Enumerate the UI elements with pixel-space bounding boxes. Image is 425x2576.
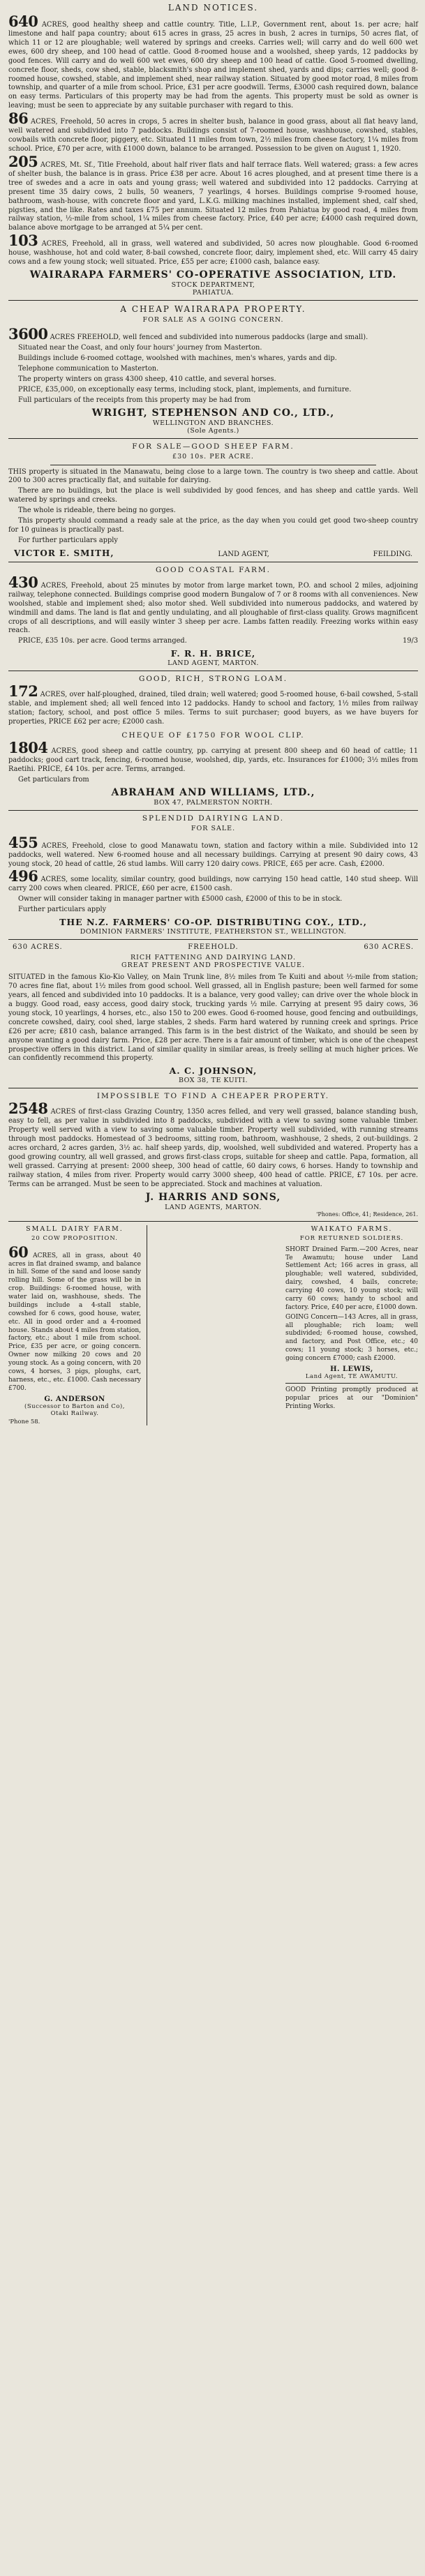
ad-text: ACRES, Mt. Sf., Title Freehold, about half river flats and half terrace flats. Well watered; grass: a few acres of shelter bush, the balance is in grass. Price £38 per acre. About 16 acres ploughed, and at present time there is a tree of swedes and a acre in oats and young grass; well watered and subdivided into 12 paddocks. Carrying at present time 35 dairy cows, 2 bulls, 50 weaners, 7 yearlings, 4 horses. Buildings comprise 9-roomed house, bathroom, wash-house, with concrete floor and yard, L.K.G. milking machines installed, implement shed, calf shed, pigsties, and the like. Rates and taxes £75 per annum. Situated 12 miles from Pahiatua by good road, 4 miles from railway station, ½-mile from school, 1¼ miles from cheese factory. Price, £40 per acre; £4000 cash required down, balance above mortgage to be arranged at 5¼ per cent.: [8, 160, 418, 232]
agent-phones: 'Phones: Office, 41; Residence, 261.: [316, 1211, 418, 1218]
agent-role: LAND AGENT,: [218, 550, 269, 558]
ad-630-acres: [8, 973, 418, 1063]
ad-paragraph: Full particulars of the receipts from this property may be had from: [18, 396, 251, 404]
agent-location: BOX 38, TE KUITI.: [178, 1077, 248, 1085]
victor-smith-signature: [14, 548, 412, 558]
ad-text: ACRES of first-class Grazing Country, 1350 acres felled, and very well grassed, balance standing bush, easy to fell, as per value in subdivided into 8 paddocks, subdivided with a view to saving some valuable timber. Property well served with a view to saving some valuable timber. Property well subdivided, with running streams through most paddocks. Homestead of 3 bedrooms, sitting room, bathroom, washhouse, 2 sheds, 2 out-buildings. 2 acres orchard, 2 acres garden, 3½ ac. half sheep yards, dip, woolshed, well subdivided and watered. Property has a good growing country, all well grassed, and grows first-class crops, suitable for sheep and cattle. Papa, formation, all well grassed. Carrying at present: 2000 sheep, 300 head of cattle, 60 dairy cows, 6 horses. Handy to township and railway station, 4 miles from river. Property would carry 3000 sheep, 400 head of cattle. PRICE, £7 10s. per acre. Terms can be arranged. Must be seen to be appreciated. Stock and machines at valuation.: [8, 1108, 418, 1188]
ad-455-acres: [8, 833, 418, 915]
ad-ref: 19/3: [403, 637, 418, 645]
sheep-farm-subtitle: £30 10s. PER ACRE.: [172, 452, 254, 460]
lewis-name: H. LEWIS,: [330, 1365, 373, 1373]
divider: [8, 300, 418, 301]
abraham-williams-name: ABRAHAM AND WILLIAMS, LTD.,: [111, 786, 315, 798]
wairarapa-coop-dept: STOCK DEPARTMENT,: [171, 281, 255, 290]
ad-sheep-farm: [8, 468, 418, 546]
acreage-number: 3600: [8, 325, 48, 343]
rich-loam-title: GOOD, RICH, STRONG LOAM.: [138, 675, 288, 684]
ad-paragraph: Owner will consider taking in manager partner with £5000 cash, £2000 of this to be in stock.: [18, 895, 343, 904]
ad-paragraph: There are no buildings, but the place is well subdivided by good fences, and has sheep and cattle yards. Well watered by springs and creeks.: [8, 487, 418, 504]
ad-103-acres: [8, 234, 418, 267]
splendid-dairy-subtitle: FOR SALE.: [191, 824, 236, 832]
acreage-number: 455: [8, 833, 38, 851]
agent-phone: 'Phone 58.: [8, 1418, 40, 1425]
agent-town: FEILDING.: [373, 550, 412, 558]
ad-86-acres: [8, 112, 418, 154]
nz-farmers-coop-name: THE N.Z. FARMERS' CO-OP. DISTRIBUTING COY., LTD.,: [59, 917, 367, 928]
acreage-number: 640: [8, 13, 38, 30]
divider: [8, 1221, 418, 1222]
right-column: [285, 1225, 418, 1425]
page-title: LAND NOTICES.: [167, 3, 259, 13]
agent-successor: (Successor to Barton and Co),: [24, 1402, 125, 1410]
agent-town: Otaki Railway.: [50, 1409, 99, 1417]
wairarapa-coop-name: WAIRARAPA FARMERS' CO-OPERATIVE ASSOCIATION, LTD.: [29, 269, 397, 281]
ad-640-acres: [8, 15, 418, 111]
agent-name: VICTOR E. SMITH,: [14, 548, 114, 558]
divider: [8, 939, 418, 940]
ad-price: PRICE, £35 10s. per acre. Good terms arranged.: [18, 637, 187, 645]
ad-text: ACRES, some locality, similar country, good buildings, now carrying 150 head cattle, 140 stud sheep. Will carry 200 cows when cleared. PRICE, £60 per acre, £1500 cash.: [8, 876, 418, 893]
ad-2548-acres: [8, 1102, 418, 1189]
ad-60-acres: [8, 1243, 141, 1393]
ad-paragraph: GOING Concern—143 Acres, all in grass, all ploughable; rich loam; well subdivided; 6-roomed house, cowshed, and factory, and Post Office, etc.; 40 cows; 11 young stock; 3 horses, etc.; going concern £7000; cash £2000.: [285, 1313, 418, 1363]
printing-notice: GOOD Printing promptly produced at popular prices at our "Dominion" Printing Works.: [285, 1386, 418, 1410]
acreage-number: 1804: [8, 739, 48, 757]
ad-paragraph: The whole is rideable, there being no gorges.: [18, 507, 176, 515]
ad-text: ACRES, Freehold, about 25 minutes by motor from large market town, P.O. and school 2 miles, adjoining railway, telephone connected. Buildings comprise good modern Bungalow of 7 or 8 rooms with all conveniences. New woolshed, stable and implement shed; also motor shed. Well subdivided into numerous paddocks, and watered by windmill and dams. The land is flat and gently undulating, and all ploughable of first-class quality. Grows magnificent crops of all descriptions, and will easily winter 3 sheep per acre. Lambs fatten readily. Freezing works within easy reach.: [8, 581, 418, 635]
ad-paragraph: SHORT Drained Farm.—200 Acres, near Te Awamutu; house under Land Settlement Act; 166 acres in grass, all ploughable; well watered, subdivided, dairy, cowshed, 4 bails, concrete; carrying 40 cows, 10 young stock; will carry 60 cows; handy to school and factory. Price, £40 per acre, £1000 down.: [285, 1245, 418, 1311]
agent-location: Land Agent, TE AWAMUTU.: [305, 1372, 398, 1380]
small-dairy-title: SMALL DAIRY FARM.: [26, 1225, 124, 1233]
wright-stephenson-name: WRIGHT, STEPHENSON AND CO., LTD.,: [91, 407, 335, 419]
agent-location: LAND AGENTS, MARTON.: [165, 1203, 262, 1211]
ad-waikato: [285, 1246, 418, 1363]
ad-text: ACRES, all in grass, about 40 acres in flat drained swamp, and balance in hill. Some of the sand and loose sandy rolling hill. Some of the grass will be in crop. Buildings: 6-roomed house, with water laid on, washhouse, sheds. The buildings include a 4-stall stable, cowshed for 6 cows, good house, water, etc. All in good order and a 4-roomed house. Stands about 4 miles from station, factory, etc.; about 1 mile from school. Price, £35 per acre, or going concern. Owner now milking 20 cows and 20 young stock. As a going concern, with 20 cows, 4 horses, 3 pigs, ploughs, cart, harness, etc., etc. £1000. Cash necessary £700.: [8, 1252, 141, 1392]
ad-text: ACRES, over half-ploughed, drained, tiled drain; well watered; good 5-roomed house, 6-bail cowshed, 5-stall stable, and implement shed; all well fenced into 12 paddocks. Handy to school and factory, 1½ miles from railway station; factory, school, and post office 5 miles. Terms to suit purchaser; good buyers, as we have buyers for properties, PRICE £62 per acre; £2000 cash.: [8, 691, 418, 726]
ad-paragraph: Telephone communication to Masterton.: [18, 364, 159, 373]
acreage-number: 496: [8, 867, 38, 885]
cheque-title: CHEQUE OF £1750 FOR WOOL CLIP.: [121, 731, 305, 740]
header-left: 630 ACRES.: [13, 943, 63, 952]
harris-sons-name: J. HARRIS AND SONS,: [145, 1191, 281, 1203]
agent-location: BOX 47, PALMERSTON NORTH.: [154, 798, 273, 807]
acreage-number: 103: [8, 232, 38, 250]
ad-text: ACRES, Freehold, all in grass, well watered and subdivided, 50 acres now ploughable. Good 6-roomed house, washhouse, hot and cold water, 8-bail cowshed, concrete floor, dairy, implement shed, etc. Will carry 45 dairy cows and a few young stock; well situated. Price, £55 per acre; £1000 cash, balance easy.: [8, 240, 418, 267]
ad-paragraph: PRICE, £35,000, on exceptionally easy terms, including stock, plant, implements, and furniture.: [18, 385, 352, 394]
ad-text: ACRES, good healthy sheep and cattle country. Title, L.I.P., Government rent, about 1s. per acre; half limestone and half papa country; about 615 acres in grass, 25 acres in bush, 2 acres in turnips, 50 acres flat, of which 11 or 12 are ploughable; well watered by springs and creeks. Carries well; will carry and do well 600 wet ewes, 600 dry sheep, and 100 head of cattle. Good 8-roomed house and a woolshed, sheep yards, 12 paddocks by good fences. Will carry and do well 600 wet ewes, 600 dry sheep and 100 head of cattle. Good 5-roomed dwelling, concrete floor, sheds, cow shed, stable, blacksmith's shop and implement shed, yards and dips; carries well; good 8-roomed house, cowshed, stable, and implement shed, near railway station. Situated by good motor road, 8 miles from township, and quarter of a mile from school. Price, £31 per acre goodwill. Terms, £3000 cash required down, balance on easy terms. Particulars of this property may be had from the agents. This property must be sold as owner is leaving; must be seen to appreciate by any suitable purchaser with regard to this.: [8, 21, 418, 110]
ad-paragraph: Situated near the Coast, and only four hours' journey from Masterton.: [18, 343, 262, 352]
cheap-property-subtitle: FOR SALE AS A GOING CONCERN.: [142, 316, 284, 324]
wairarapa-coop-town: PAHIATUA.: [192, 289, 234, 297]
cheaper-property-title: IMPOSSIBLE TO FIND A CHEAPER PROPERTY.: [96, 1092, 330, 1101]
header-right: 630 ACRES.: [364, 943, 414, 952]
ad-3600-acres: [8, 325, 418, 405]
coastal-farm-title: GOOD COASTAL FARM.: [155, 565, 271, 574]
ad-lead: ACRES FREEHOLD, well fenced and subdivided into numerous paddocks (large and small).: [50, 334, 368, 342]
small-dairy-sub: 20 COW PROPOSITION.: [31, 1234, 118, 1242]
freehold-630-sub2: GREAT PRESENT AND PROSPECTIVE VALUE.: [121, 961, 305, 970]
sheep-farm-title: FOR SALE—GOOD SHEEP FARM.: [132, 442, 294, 451]
ad-205-acres: [8, 152, 418, 233]
freehold-630-header: [13, 943, 414, 951]
acreage-number: 430: [8, 573, 38, 591]
ad-paragraph: Further particulars apply: [18, 906, 107, 914]
agent-location: DOMINION FARMERS' INSTITUTE, FEATHERSTON ST., WELLINGTON.: [80, 928, 347, 936]
ad-paragraph: THIS property is situated in the Manawatu, being close to a large town. The country is two sheep and cattle. About 200 to 300 acres practically flat, and suitable for dairying.: [8, 467, 418, 485]
acreage-number: 86: [8, 110, 29, 128]
column-divider: [147, 1225, 280, 1425]
ad-paragraph: Get particulars from: [18, 775, 89, 784]
acreage-number: 2548: [8, 1100, 48, 1118]
acreage-number: 172: [8, 682, 38, 701]
johnson-name: A. C. JOHNSON,: [169, 1065, 258, 1077]
acreage-number: 60: [8, 1243, 29, 1261]
divider: [8, 810, 418, 811]
ad-text: ACRES, Freehold, 50 acres in crops, 5 acres in shelter bush, balance in good grass, about all flat heavy land, well watered and subdivided into 7 paddocks. Buildings consist of 7-roomed house, washhouse, cowshed, stables, cowbails with concrete floor, piggery, etc. Situated 11 miles from town, 2½ miles from cheese factory, 1¼ miles from school. Price, £70 per acre, with £1000 down, balance to be arranged. Possession to be given on August 1, 1920.: [8, 118, 418, 153]
divider: [8, 438, 418, 439]
ad-172-acres: [8, 682, 418, 727]
ad-paragraph: SITUATED in the famous Kio-Kio Valley, on Main Trunk line, 8½ miles from Te Kuiti and about ½-mile from station; 70 acres fine flat, about 1½ miles from good school. Well grassed, all in English pasture; been well farmed for some years, all fenced and subdivided into 10 paddocks. It is a balance, very good valley; can drive over the whole block in a buggy. Good road, easy access, good dairy stock, trucking yards ½ mile. Carrying at present 95 dairy cows, 36 young stock, 10 yearlings, 4 horses, etc., also 150 to 200 ewes. Good 6-roomed house, good fencing and outbuildings, concrete cowshed, dairy, cool shed, large stables, 2 sheds. Farm hard watered by running creek and springs. Price £26 per acre; £810 cash, balance arranged. This farm is in the best district of the Waikato, and should be seen by anyone wanting a good dairy farm. Price, £28 per acre. There is a fair amount of timber, which is one of the cheapest prospective offers in this district. Land of similar quality in similar areas, is freely selling at much higher prices. We can confidently recommend this property.: [8, 973, 418, 1063]
acreage-number: 205: [8, 152, 38, 170]
divider: [285, 1383, 418, 1384]
agent-note: (Sole Agents.): [187, 426, 239, 435]
anderson-name: G. ANDERSON: [44, 1395, 105, 1403]
ad-430-acres: [8, 573, 418, 646]
ad-1804-acres: [8, 739, 418, 785]
bottom-columns: [8, 1225, 418, 1425]
ad-paragraph: The property winters on grass 4300 sheep, 410 cattle, and several horses.: [18, 375, 276, 383]
ad-paragraph: Buildings include 6-roomed cottage, woolshed with machines, men's whares, yards and dip.: [18, 354, 337, 362]
ad-paragraph: For further particulars apply: [18, 536, 118, 544]
ad-text: ACRES, Freehold, close to good Manawatu town, station and factory within a mile. Subdivided into 12 paddocks, well watered. New 6-roomed house and all necessary buildings. Carrying at present 90 dairy cows, 43 young stock, 20 head of cattle, 26 stud lambs. Will carry 120 dairy cows. PRICE, £65 per acre. Cash, £2000.: [8, 841, 418, 868]
waikato-farms-sub: FOR RETURNED SOLDIERS.: [299, 1234, 404, 1242]
agent-location: LAND AGENT, MARTON.: [167, 659, 259, 668]
ad-paragraph: This property should command a ready sale at the price, as the day when you could get good two-sheep country for 10 guineas is practically past.: [8, 517, 418, 534]
header-center: FREEHOLD.: [188, 943, 239, 952]
cheap-property-title: A CHEAP WAIRARAPA PROPERTY.: [120, 304, 306, 315]
brice-name: F. R. H. BRICE,: [170, 648, 256, 659]
ad-text: ACRES, good sheep and cattle country, pp. carrying at present 800 sheep and 60 head of cattle; 11 paddocks; good cart track, fencing, 6-roomed house, woolshed, dip, yards, etc. Insurances for £1000; 3½ miles from Raetihi. PRICE, £4 10s. per acre. Terms, arranged.: [8, 747, 418, 773]
left-column: [8, 1225, 141, 1425]
freehold-630-sub1: RICH FATTENING AND DAIRYING LAND.: [131, 954, 296, 962]
splendid-dairy-title: SPLENDID DAIRYING LAND.: [142, 814, 285, 823]
agent-location: WELLINGTON AND BRANCHES.: [152, 419, 274, 427]
waikato-farms-title: WAIKATO FARMS.: [311, 1225, 393, 1233]
